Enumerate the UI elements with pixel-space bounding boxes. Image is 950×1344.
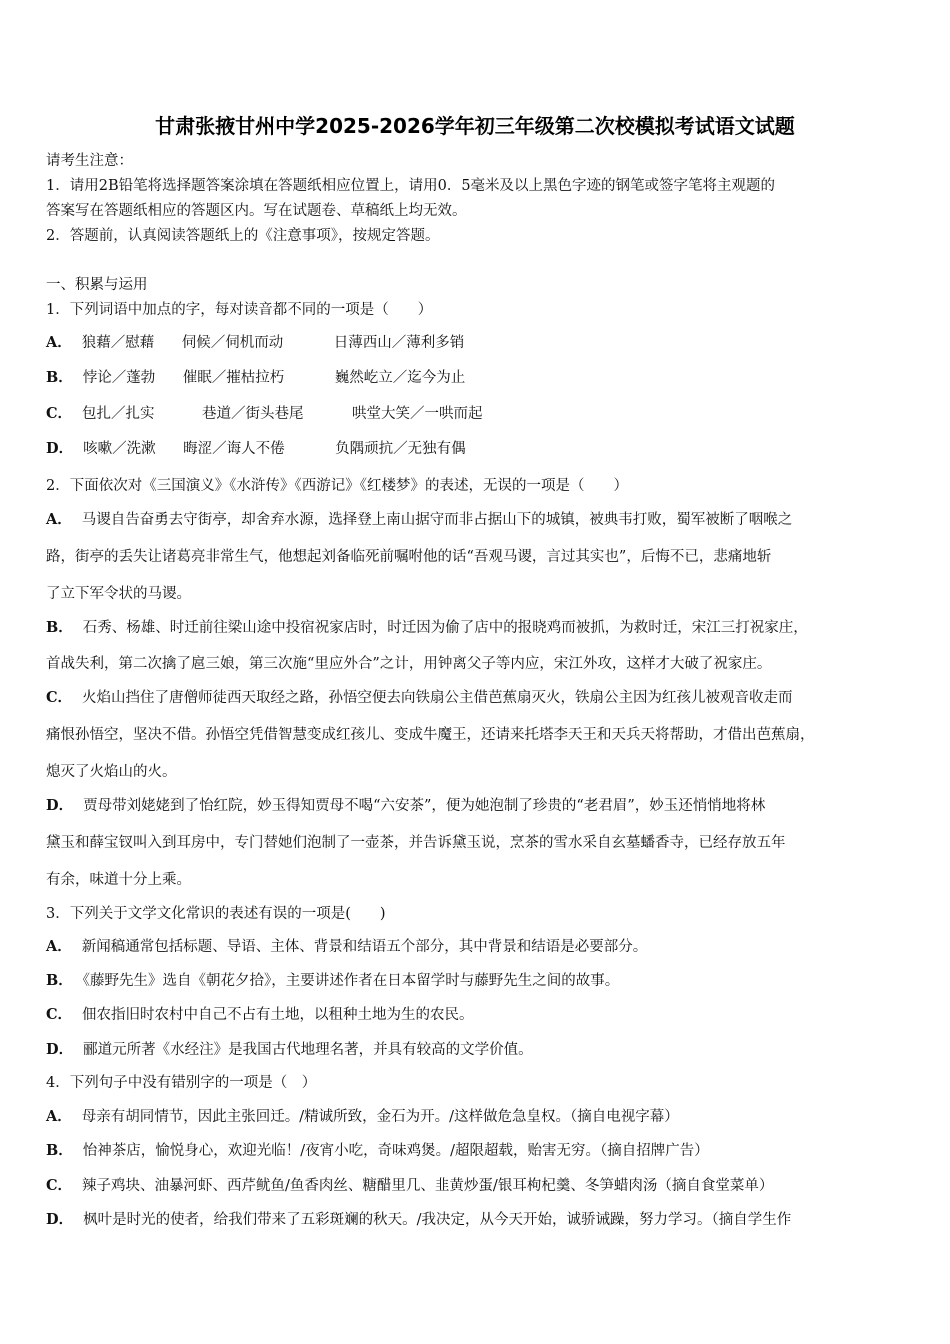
option-part: 咳嗽／洗漱 xyxy=(83,441,156,457)
option-part: 巷道／街头巷尾 xyxy=(202,406,304,422)
q2-option-d xyxy=(46,797,765,815)
notice-line: 答案写在答题纸相应的答题区内。写在试题卷、草稿纸上均无效。 xyxy=(46,203,467,219)
option-text: 黛玉和薛宝钗叫入到耳房中，专门替她们泡制了一壶茶，并告诉黛玉说，烹茶的雪水采自玄墓蟠香寺，已经存放五年 xyxy=(46,835,786,851)
option-text: 首战失利，第二次擒了扈三娘，第三次施“里应外合”之计，用钟离父子等内应，宋江外攻，这样才大破了祝家庄。 xyxy=(46,656,772,672)
question-4-stem: 4．下列句子中没有错别字的一项是（ ） xyxy=(46,1075,317,1091)
option-text: 怡神茶店，愉悦身心，欢迎光临！/夜宵小吃，奇味鸡煲。/超限超载，贻害无穷。（摘自招牌广告） xyxy=(82,1143,709,1159)
option-text: 痛恨孙悟空，坚决不借。孙悟空凭借智慧变成红孩儿、变成牛魔王，还请来托塔李天王和天兵天将帮助，才借出芭蕉扇， xyxy=(46,727,815,743)
q1-option-b xyxy=(46,369,465,387)
option-text: 郦道元所著《水经注》是我国古代地理名著，并具有较高的文学价值。 xyxy=(83,1042,533,1058)
option-part: 巍然屹立／迄今为止 xyxy=(334,370,466,386)
q3-option-c xyxy=(46,1006,474,1024)
option-label: D． xyxy=(46,440,74,457)
section-heading: 一、积累与运用 xyxy=(46,277,148,293)
option-label: A． xyxy=(46,334,72,351)
q4-option-d xyxy=(46,1211,791,1229)
option-part: 狼藉／慰藉 xyxy=(81,335,155,351)
question-1-stem: 1．下列词语中加点的字，每对读音都不同的一项是（ ） xyxy=(46,302,433,318)
option-text: 石秀、杨雄、时迁前往梁山途中投宿祝家店时，时迁因为偷了店中的报晓鸡而被抓，为救时迁，宋江三打祝家庄， xyxy=(82,620,808,636)
q3-option-d xyxy=(46,1041,533,1059)
option-text: 母亲有胡同情节，因此主张回迁。/精诚所致，金石为开。/这样做危急皇权。（摘自电视字幕） xyxy=(81,1109,679,1125)
option-label: A． xyxy=(46,1108,72,1125)
option-label: A． xyxy=(46,938,72,955)
option-label: B． xyxy=(46,1142,73,1159)
q4-option-c xyxy=(46,1177,773,1195)
question-3-stem: 3．下列关于文学文化常识的表述有误的一项是( ) xyxy=(46,906,386,922)
q2-option-c xyxy=(46,689,793,707)
notice-line: 1．请用2B铅笔将选择题答案涂填在答题纸相应位置上，请用0．5毫米及以上黑色字迹的钢笔或签字笔将主观题的 xyxy=(46,178,776,194)
option-text: 贾母带刘姥姥到了怡红院，妙玉得知贾母不喝“六安茶”，便为她泡制了珍贵的“老君眉”，妙玉还悄悄地将林 xyxy=(83,798,766,814)
option-label: B． xyxy=(46,619,73,636)
option-label: C． xyxy=(46,405,73,422)
option-part: 催眠／摧枯拉朽 xyxy=(182,370,285,386)
option-label: D． xyxy=(46,1041,74,1058)
option-label: C． xyxy=(46,689,73,706)
q4-option-a xyxy=(46,1108,679,1126)
option-label: D． xyxy=(46,797,74,814)
q1-option-d xyxy=(46,440,466,458)
q1-option-c xyxy=(46,405,483,423)
option-text: 了立下军令状的马谡。 xyxy=(46,586,191,602)
question-2-stem: 2．下面依次对《三国演义》《水浒传》《西游记》《红楼梦》的表述，无误的一项是（ ） xyxy=(46,478,628,494)
option-text: 马谡自告奋勇去守街亭，却舍弃水源，选择登上南山据守而非占据山下的城镇，被典韦打败，蜀军被断了咽喉之 xyxy=(81,512,793,528)
option-part: 悖论／蓬勃 xyxy=(82,370,156,386)
option-part: 包扎／扎实 xyxy=(82,406,155,422)
page-title: 甘肃张掖甘州中学2025-2026学年初三年级第二次校模拟考试语文试题 xyxy=(155,114,795,138)
option-label: C． xyxy=(46,1177,73,1194)
option-text: 辣子鸡块、油暴河虾、西芹鱿鱼/鱼香肉丝、糖醋里几、韭黄炒蛋/银耳枸杞羹、冬笋蜡肉汤（摘自食堂菜单） xyxy=(82,1178,774,1194)
option-label: D． xyxy=(46,1211,74,1228)
option-label: C． xyxy=(46,1006,73,1023)
option-text: 枫叶是时光的使者，给我们带来了五彩斑斓的秋天。/我决定，从今天开始，诚骄诫躁，努力学习。（摘自学生作 xyxy=(83,1212,792,1228)
option-part: 晦涩／诲人不倦 xyxy=(183,441,285,457)
option-label: A． xyxy=(46,511,72,528)
option-part: 哄堂大笑／一哄而起 xyxy=(352,406,483,422)
option-text: 熄灭了火焰山的火。 xyxy=(46,764,177,780)
option-part: 日薄西山／薄利多销 xyxy=(333,335,465,351)
option-part: 伺候／伺机而动 xyxy=(181,335,284,351)
option-text: 火焰山挡住了唐僧师徒西天取经之路，孙悟空便去向铁扇公主借芭蕉扇灭火，铁扇公主因为红孩儿被观音收走而 xyxy=(82,690,793,706)
q3-option-b xyxy=(46,972,619,990)
option-text: 路，街亭的丢失让诸葛亮非常生气，他想起刘备临死前嘱咐他的话“吾观马谡，言过其实也”，后悔不已，悲痛地斩 xyxy=(46,549,772,565)
option-label: B． xyxy=(46,972,73,989)
option-label: B． xyxy=(46,369,73,386)
notice-heading: 请考生注意： xyxy=(46,153,133,169)
notice-line: 2．答题前，认真阅读答题纸上的《注意事项》，按规定答题。 xyxy=(46,228,440,244)
option-text: 新闻稿通常包括标题、导语、主体、背景和结语五个部分，其中背景和结语是必要部分。 xyxy=(81,939,648,955)
q1-option-a xyxy=(46,334,464,352)
option-text: 佃农指旧时农村中自己不占有土地，以租种土地为生的农民。 xyxy=(82,1007,474,1023)
q4-option-b xyxy=(46,1142,709,1160)
q2-option-a xyxy=(46,511,792,529)
option-text: 有余，味道十分上乘。 xyxy=(46,872,191,888)
option-text: 《藤野先生》选自《朝花夕拾》，主要讲述作者在日本留学时与藤野先生之间的故事。 xyxy=(82,973,620,989)
q3-option-a xyxy=(46,938,647,956)
option-part: 负隅顽抗／无独有偶 xyxy=(335,441,466,457)
q2-option-b xyxy=(46,619,808,637)
